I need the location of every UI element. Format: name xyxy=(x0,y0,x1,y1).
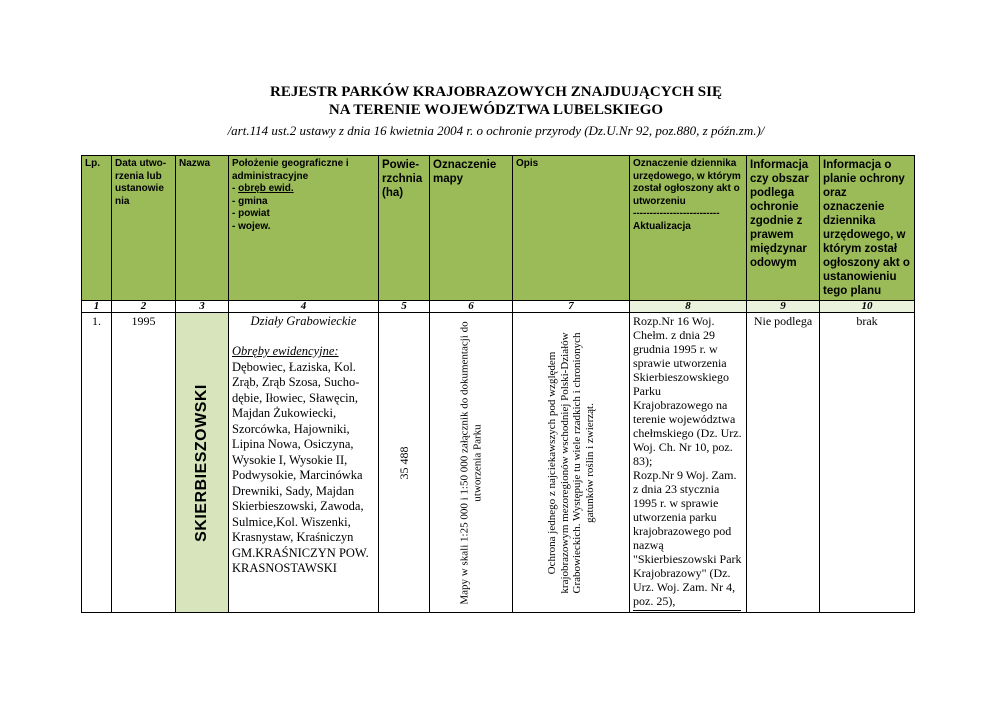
header-data: Data utwo-rzenia lub ustanowie nia xyxy=(112,156,176,301)
row-data: 1995 xyxy=(112,313,176,613)
row-mapy: Mapy w skali 1:25 000 i 1:50 000 załącznik do dokumentacji do utworzenia Parku xyxy=(458,320,483,605)
row-nazwa-cell xyxy=(176,313,229,613)
header-polozenie-obreb: obręb ewid. xyxy=(238,183,294,194)
row-dziennik xyxy=(630,313,747,613)
header-oznaczenie-mapy: Oznaczenie mapy xyxy=(430,156,513,301)
header-polozenie-dash: - xyxy=(232,183,239,194)
row-mapy-cell xyxy=(430,313,513,613)
park-name: SKIERBIESZOWSKI xyxy=(193,383,210,542)
header-lp: Lp. xyxy=(82,156,112,301)
header-row xyxy=(82,156,915,301)
column-number: 8 xyxy=(630,301,747,313)
row-powierzchnia-cell xyxy=(379,313,430,613)
header-dziennik xyxy=(630,156,747,301)
header-nazwa: Nazwa xyxy=(176,156,229,301)
column-number: 6 xyxy=(430,301,513,313)
column-number: 5 xyxy=(379,301,430,313)
header-informacja-obszar: Informacja czy obszar podlega ochronie zgodnie z prawem międzynar odowym xyxy=(747,156,820,301)
row-polozenie xyxy=(229,313,379,613)
row-dziennik-1: Rozp.Nr 16 Woj. Chełm. z dnia 29 grudnia 1995 r. w sprawie utworzenia Skierbieszowskiego Parku Krajobrazowego na terenie województwa chełmskiego (Dz. Urz. Woj. Ch. Nr 10, poz. 83); xyxy=(633,314,742,468)
header-polozenie-line5: - wojew. xyxy=(232,220,271,232)
row-opis-cell xyxy=(513,313,630,613)
header-polozenie xyxy=(229,156,379,301)
row-informacja-plan: brak xyxy=(820,313,915,613)
row-informacja-obszar: Nie podlega xyxy=(747,313,820,613)
row-dziennik-2: Rozp.Nr 9 Woj. Zam. z dnia 23 stycznia 1995 r. w sprawie utworzenia parku krajobrazowego pod nazwą "Skierbieszowski Park Krajobrazowy" (Dz. Urz. Woj. Zam. Nr 4, poz. 25), xyxy=(633,468,742,608)
row-polozenie-subtitle: Obręby ewidencyjne: xyxy=(232,344,339,358)
title-line-1: REJESTR PARKÓW KRAJOBRAZOWYCH ZNAJDUJĄCYCH SIĘ xyxy=(270,84,722,100)
column-number: 7 xyxy=(513,301,630,313)
header-dziennik-aktualizacja: Aktualizacja xyxy=(633,220,691,232)
header-opis: Opis xyxy=(513,156,630,301)
title-line-2: NA TERENIE WOJEWÓDZTWA LUBELSKIEGO xyxy=(328,102,664,118)
column-number: 9 xyxy=(747,301,820,313)
row-polozenie-body-block xyxy=(232,344,375,577)
column-number: 10 xyxy=(820,301,915,313)
row-powierzchnia: 35 488 xyxy=(397,446,411,479)
header-polozenie-line3: - gmina xyxy=(232,195,268,207)
header-dziennik-dashes: -------------------------- xyxy=(633,208,720,219)
row-polozenie-body: Dębowiec, Łaziska, Kol. Zrąb, Zrąb Szosa, Sucho-dębie, Iłowiec, Sławęcin, Majdan Żukowiecki, Szorcówka, Hajowniki, Lipina Nowa, Osiczyna, Wysokie I, Wysokie II, Podwysokie, Marcinówka Drewniki, Sady, Majdan Skierbieszowski, Zawoda, Sulmice,Kol. Wiszenki, Krasnystaw, Kraśniczyn GM.KRAŚNICZYN POW. KRASNOSTAWSKI xyxy=(232,359,369,575)
document-header xyxy=(0,83,992,140)
column-number: 3 xyxy=(176,301,229,313)
row-opis: Ochrona jednego z najciekawszych pod względem krajobrazowym mezoregionów wschodniej Polski-Działów Grabowieckich. Występuje tu wiele rzadkich i chronionych gatunków roślin i zwierząt. xyxy=(546,331,596,594)
header-powierzchnia: Powie-rzchnia (ha) xyxy=(379,156,430,301)
header-informacja-plan: Informacja o planie ochrony oraz oznaczenie dziennika urzędowego, w którym został ogłoszony akt o ustanowieniu tego planu xyxy=(820,156,915,301)
column-number: 4 xyxy=(229,301,379,313)
header-polozenie-line2 xyxy=(232,183,375,196)
header-polozenie-line4: - powiat xyxy=(232,208,270,219)
column-number-row xyxy=(82,301,915,313)
table-row xyxy=(82,313,915,613)
legal-basis-subtitle: /art.114 ust.2 ustawy z dnia 16 kwietnia 2004 r. o ochronie przyrody (Dz.U.Nr 92, poz.880, z późn.zm.)/ xyxy=(227,123,765,138)
header-polozenie-line1: Położenie geograficzne i administracyjne xyxy=(232,158,349,182)
header-dziennik-text: Oznaczenie dziennika urzędowego, w którym został ogłoszony akt o utworzeniu xyxy=(633,158,741,207)
row-polozenie-title: Działy Grabowieckie xyxy=(250,314,357,328)
row-lp: 1. xyxy=(82,313,112,613)
register-table xyxy=(81,155,915,613)
row-dziennik-divider xyxy=(633,610,741,611)
column-number: 2 xyxy=(112,301,176,313)
column-number: 1 xyxy=(82,301,112,313)
